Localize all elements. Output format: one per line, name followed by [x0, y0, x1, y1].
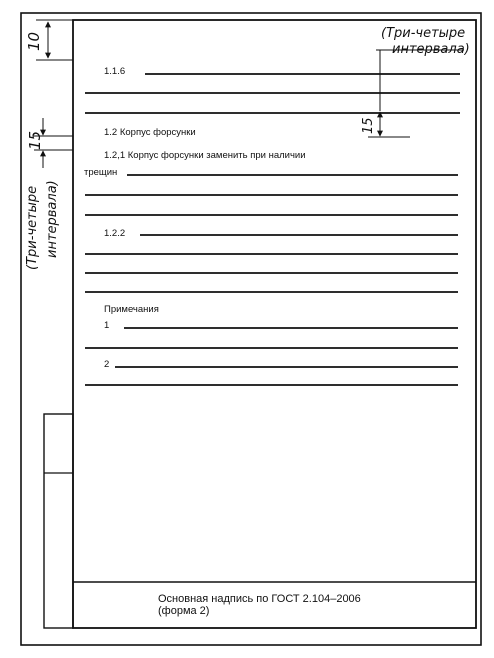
item-1-2-1: 1.2,1 Корпус форсунки заменить при наличии	[104, 150, 306, 161]
text-lines	[85, 74, 460, 385]
outer-frame	[21, 13, 481, 645]
item-1-1-6: 1.1.6	[104, 66, 126, 77]
heading-1-2: 1.2 Корпус форсунки	[104, 127, 196, 138]
note-left-line1: (Три-четыре	[25, 185, 40, 270]
note-1-number: 1	[104, 320, 110, 331]
dim-top-label: 10	[25, 31, 43, 51]
note-right-line2: интервала)	[392, 42, 470, 57]
dim-left-label: 15	[26, 130, 44, 150]
note-2-number: 2	[104, 359, 110, 370]
item-cracks: трещин	[84, 167, 118, 178]
notes-title: Примечания	[104, 304, 159, 315]
dim-right-label: 15	[361, 117, 376, 134]
filing-strip-box	[44, 414, 73, 628]
title-block-line2: (форма 2)	[158, 605, 210, 617]
item-1-2-2: 1.2.2	[104, 228, 126, 239]
inner-frame	[73, 20, 476, 628]
note-right-line1: (Три-четыре	[381, 26, 466, 41]
title-block-line1: Основная надпись по ГОСТ 2.104–2006	[158, 593, 361, 605]
note-left-line2: интервала)	[45, 180, 60, 258]
